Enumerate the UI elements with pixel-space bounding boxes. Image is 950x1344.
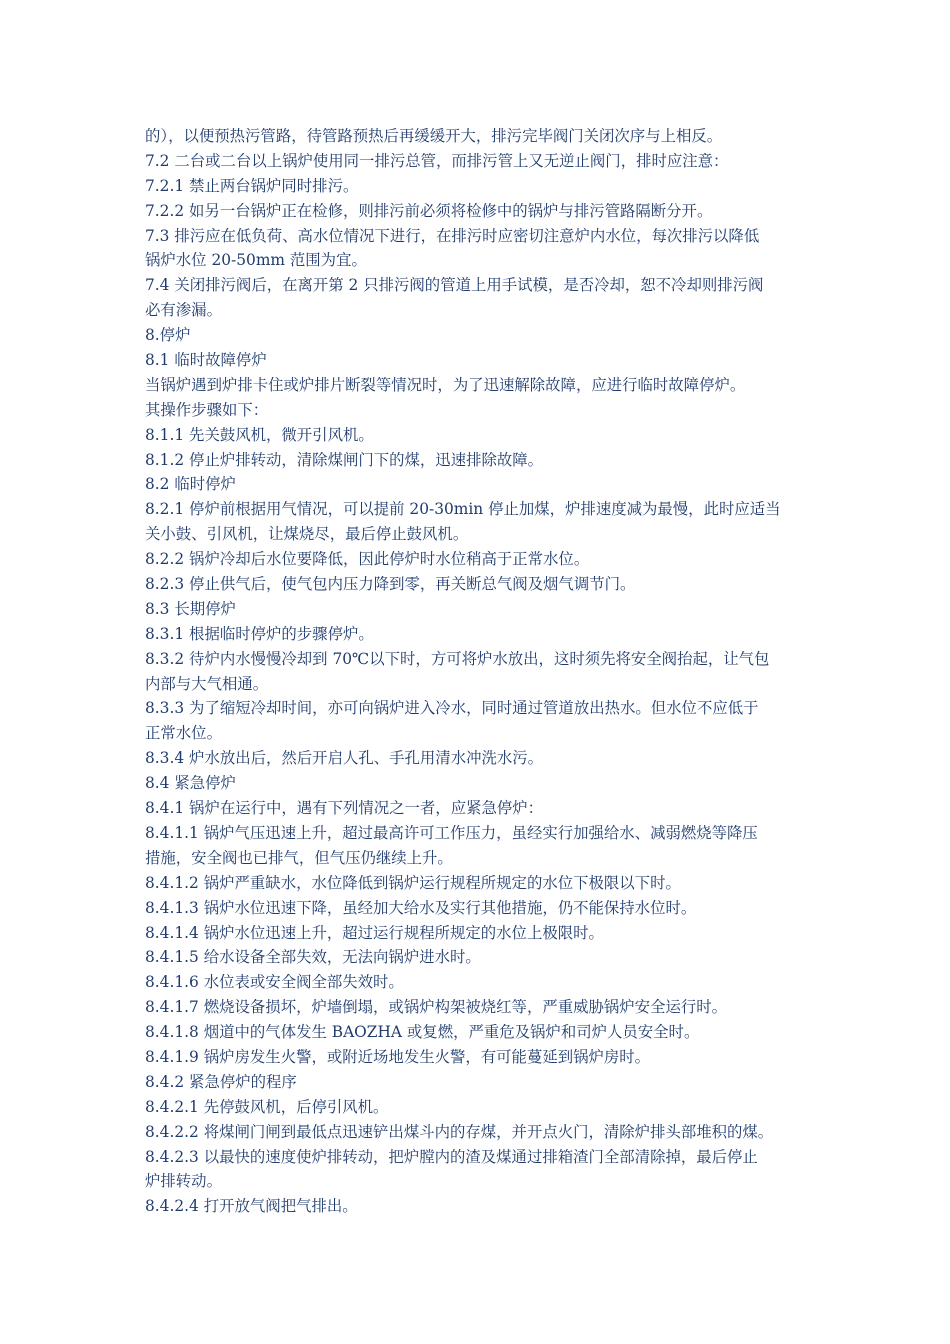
text-line: 8.2 临时停炉 [145,475,236,494]
text-line: 7.2 二台或二台以上锅炉使用同一排污总管，而排污管上又无逆止阀门，排时应注意： [145,151,729,170]
text-line: 8.4.1.4 锅炉水位迅速上升，超过运行规程所规定的水位上极限时。 [145,923,604,942]
text-line: 8.停炉 [145,326,191,345]
document-body [145,124,813,1219]
text-line: 必有渗漏。 [145,301,222,320]
text-line: 锅炉水位 20-50mm 范围为宜。 [145,251,367,270]
text-line: 内部与大气相通。 [145,674,269,693]
text-line: 8.4.2 紧急停炉的程序 [145,1072,297,1091]
text-line: 8.4.1.2 锅炉严重缺水，水位降低到锅炉运行规程所规定的水位下极限以下时。 [145,873,681,892]
text-line: 炉排转动。 [145,1172,222,1191]
text-line: 8.3.1 根据临时停炉的步骤停炉。 [145,624,374,643]
text-line: 8.4.1.8 烟道中的气体发生 BAOZHA 或复燃，严重危及锅炉和司炉人员安全时。 [145,1023,700,1042]
text-line: 8.4.1.1 锅炉气压迅速上升，超过最高许可工作压力，虽经实行加强给水、减弱燃烧等降压 [145,823,758,842]
text-line: 8.4.1.9 锅炉房发生火警，或附近场地发生火警，有可能蔓延到锅炉房时。 [145,1047,651,1066]
text-line: 7.2.2 如另一台锅炉正在检修，则排污前必须将检修中的锅炉与排污管路隔断分开。 [145,201,713,220]
text-line: 8.4.2.3 以最快的速度使炉排转动，把炉膛内的渣及煤通过排箱渣门全部清除掉，最后停止 [145,1147,758,1166]
text-line: 8.4.2.1 先停鼓风机，后停引风机。 [145,1097,389,1116]
text-line: 7.3 排污应在低负荷、高水位情况下进行，在排污时应密切注意炉内水位，每次排污以降低 [145,226,760,245]
text-line: 8.2.2 锅炉冷却后水位要降低，因此停炉时水位稍高于正常水位。 [145,550,590,569]
text-line: 8.4.1.3 锅炉水位迅速下降，虽经加大给水及实行其他措施，仍不能保持水位时。 [145,898,697,917]
text-line: 关小鼓、引风机，让煤烧尽，最后停止鼓风机。 [145,525,469,544]
text-line: 8.3.3 为了缩短冷却时间，亦可向锅炉进入冷水，同时通过管道放出热水。但水位不应低于 [145,699,759,718]
text-line: 8.3.4 炉水放出后，然后开启人孔、手孔用清水冲洗水污。 [145,749,544,768]
text-line: 正常水位。 [145,724,222,743]
text-line: 8.3.2 待炉内水慢慢冷却到 70℃以下时，方可将炉水放出，这时须先将安全阀抬起，让气包 [145,649,770,668]
text-line: 8.4.1.6 水位表或安全阀全部失效时。 [145,973,404,992]
text-line: 7.4 关闭排污阀后，在离开第 2 只排污阀的管道上用手试模，是否冷却，恕不冷却则排污阀 [145,276,764,295]
text-line: 8.1 临时故障停炉 [145,351,267,370]
text-line: 8.4.1 锅炉在运行中，遇有下列情况之一者，应紧急停炉： [145,799,544,818]
text-line: 8.1.2 停止炉排转动，清除煤闸门下的煤，迅速排除故障。 [145,450,544,469]
text-line: 8.3 长期停炉 [145,599,236,618]
text-line: 8.4.2.4 打开放气阀把气排出。 [145,1197,358,1216]
text-line: 8.4.1.7 燃烧设备损坏，炉墙倒塌，或锅炉构架被烧红等，严重威胁锅炉安全运行时。 [145,998,728,1017]
text-line: 8.2.3 停止供气后，使气包内压力降到零，再关断总气阀及烟气调节门。 [145,575,636,594]
text-line: 8.4.1.5 给水设备全部失效，无法向锅炉进水时。 [145,948,481,967]
text-line: 8.2.1 停炉前根据用气情况，可以提前 20-30min 停止加煤，炉排速度减为最慢，此时应适当 [145,500,781,519]
text-line: 8.4.2.2 将煤闸门闸到最低点迅速铲出煤斗内的存煤，并开点火门，清除炉排头部堆积的煤。 [145,1122,774,1141]
text-line: 的），以便预热污管路，待管路预热后再缓缓开大，排污完毕阀门关闭次序与上相反。 [145,127,723,145]
text-line: 8.1.1 先关鼓风机，微开引风机。 [145,425,374,444]
text-line: 措施，安全阀也已排气，但气压仍继续上升。 [145,848,453,867]
text-line: 8.4 紧急停炉 [145,774,236,793]
text-line: 7.2.1 禁止两台锅炉同时排污。 [145,176,359,195]
text-line: 其操作步骤如下： [145,400,269,419]
text-line: 当锅炉遇到炉排卡住或炉排片断裂等情况时，为了迅速解除故障，应进行临时故障停炉。 [145,375,746,394]
